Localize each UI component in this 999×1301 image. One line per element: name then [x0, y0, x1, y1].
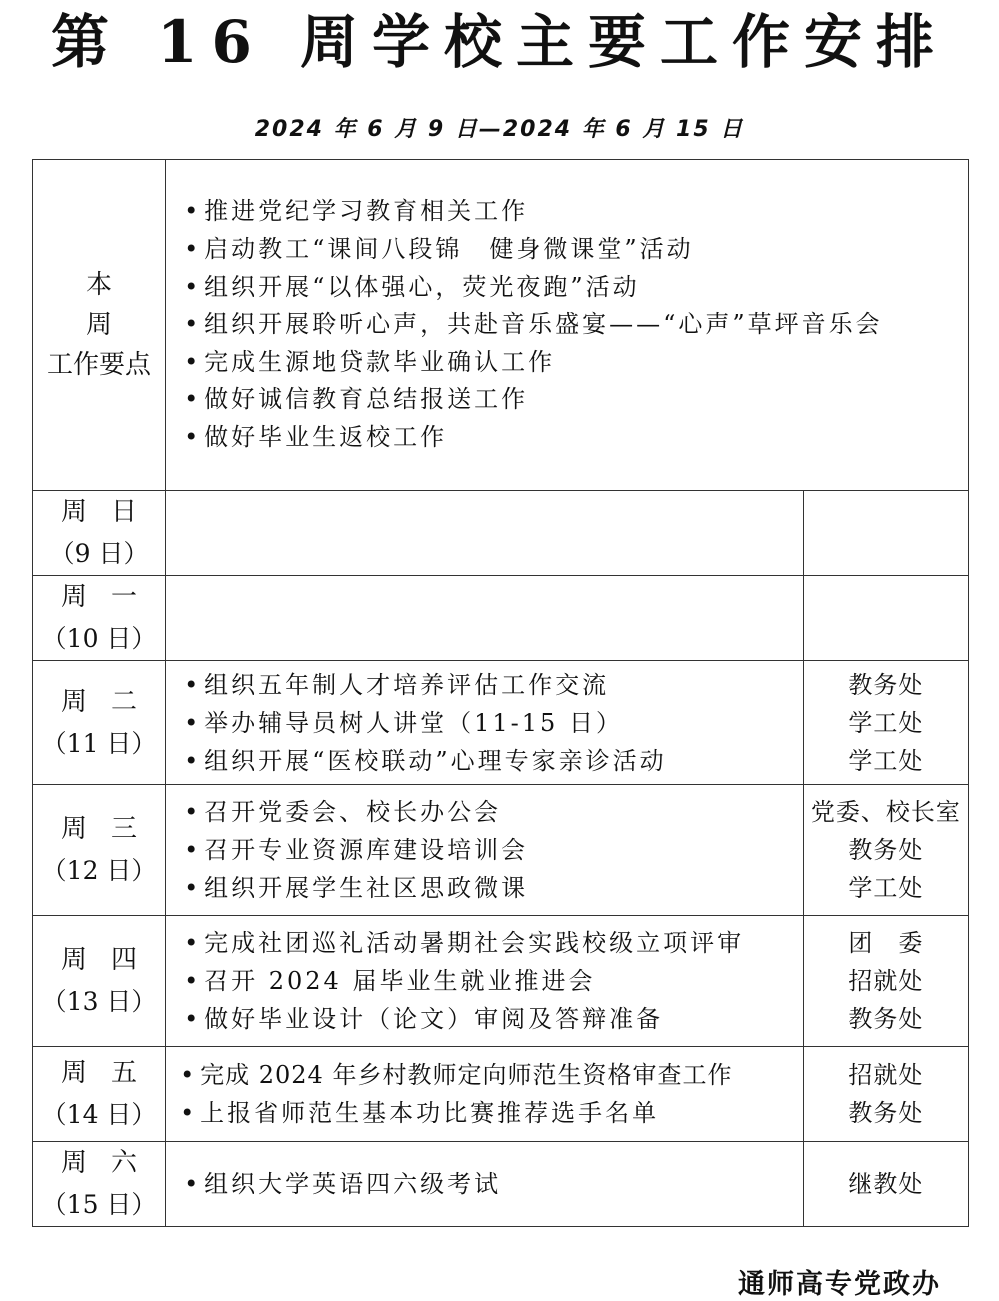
dept-list — [804, 1056, 968, 1132]
task-item: • 完成 2024 年乡村教师定向师范生资格审查工作 — [180, 1056, 803, 1094]
task-item: • 举办辅导员树人讲堂（11-15 日） — [184, 704, 803, 742]
dept-cell — [803, 661, 968, 785]
day-date: （10 日） — [41, 624, 157, 653]
day-name: 周四 — [61, 945, 162, 975]
task-list — [166, 1056, 803, 1132]
dept-cell — [803, 576, 968, 661]
day-name: 周六 — [61, 1148, 162, 1178]
day-label-cell — [33, 491, 166, 576]
issuer-signature: 通师高专党政办 — [738, 1269, 941, 1300]
dept-cell — [803, 1047, 968, 1142]
summary-label-line2: 工作要点 — [47, 350, 152, 380]
task-cell — [166, 576, 804, 661]
dept-item: 教务处 — [848, 1099, 924, 1127]
day-row-tuesday — [33, 661, 969, 785]
dept-item: 教务处 — [848, 670, 924, 699]
dept-item: 继教处 — [848, 1170, 924, 1198]
dept-cell — [803, 785, 968, 916]
summary-item: • 推进党纪学习教育相关工作 — [184, 193, 968, 231]
summary-item: • 组织开展聆听心声，共赴音乐盛宴——“心声”草坪音乐会 — [184, 306, 968, 344]
task-cell — [166, 661, 804, 785]
summary-item: • 完成生源地贷款毕业确认工作 — [184, 344, 968, 382]
task-item: • 召开党委会、校长办公会 — [184, 793, 803, 831]
summary-list — [166, 193, 968, 456]
task-list — [166, 924, 803, 1038]
task-item: • 组织开展“医校联动”心理专家亲诊活动 — [184, 742, 803, 780]
day-row-thursday — [33, 916, 969, 1047]
day-name: 周三 — [61, 814, 162, 844]
dept-list — [804, 793, 968, 907]
day-row-saturday — [33, 1142, 969, 1227]
page-title: 第 16 周学校主要工作安排 — [50, 8, 949, 76]
summary-content-cell — [166, 160, 969, 491]
summary-item: • 做好毕业生返校工作 — [184, 419, 968, 457]
day-label-cell — [33, 1047, 166, 1142]
task-cell — [166, 491, 804, 576]
day-date: （12 日） — [41, 856, 157, 885]
day-date: （15 日） — [41, 1190, 157, 1219]
date-range: 2024 年 6 月 9 日—2024 年 6 月 15 日 — [254, 117, 745, 142]
task-cell — [166, 785, 804, 916]
task-list — [166, 1165, 803, 1203]
dept-list — [804, 666, 968, 780]
dept-list — [804, 924, 968, 1038]
dept-cell — [803, 916, 968, 1047]
dept-item: 学工处 — [848, 874, 924, 902]
day-label-cell — [33, 576, 166, 661]
summary-item: • 启动教工“课间八段锦 健身微课堂”活动 — [184, 231, 968, 269]
task-item: • 组织五年制人才培养评估工作交流 — [184, 666, 803, 704]
schedule-table — [32, 159, 969, 1227]
dept-item: 教务处 — [848, 1005, 924, 1033]
day-date: （11 日） — [41, 728, 157, 758]
day-label-cell — [33, 785, 166, 916]
dept-cell — [803, 1142, 968, 1227]
task-item: • 做好毕业设计（论文）审阅及答辩准备 — [184, 1000, 803, 1038]
dept-item: 学工处 — [848, 746, 924, 775]
task-cell — [166, 916, 804, 1047]
day-name: 周五 — [61, 1058, 162, 1088]
summary-item: • 组织开展“以体强心，荧光夜跑”活动 — [184, 269, 968, 307]
day-date: （14 日） — [41, 1100, 157, 1129]
task-item: • 上报省师范生基本功比赛推荐选手名单 — [180, 1094, 803, 1132]
dept-item: 招就处 — [848, 967, 924, 995]
task-item: • 召开专业资源库建设培训会 — [184, 831, 803, 869]
task-item: • 召开 2024 届毕业生就业推进会 — [184, 962, 803, 1000]
dept-item: 团 委 — [848, 929, 924, 957]
task-item: • 组织大学英语四六级考试 — [184, 1165, 803, 1203]
dept-item: 招就处 — [848, 1061, 924, 1089]
summary-row — [33, 160, 969, 491]
day-date: （9 日） — [49, 539, 149, 568]
task-list — [166, 793, 803, 907]
day-label-cell — [33, 1142, 166, 1227]
summary-label-line1: 本周 — [86, 270, 163, 340]
dept-cell — [803, 491, 968, 576]
dept-item: 党委、校长室 — [810, 798, 961, 826]
dept-item: 学工处 — [848, 708, 924, 737]
task-item: • 完成社团巡礼活动暑期社会实践校级立项评审 — [184, 924, 803, 962]
day-row-friday — [33, 1047, 969, 1142]
day-row-wednesday — [33, 785, 969, 916]
day-name: 周二 — [61, 686, 162, 717]
dept-list — [804, 1165, 968, 1203]
task-list — [166, 666, 803, 780]
day-name: 周一 — [61, 582, 162, 612]
task-cell — [166, 1047, 804, 1142]
task-cell — [166, 1142, 804, 1227]
summary-label-cell — [33, 160, 166, 491]
day-date: （13 日） — [41, 987, 157, 1016]
dept-item: 教务处 — [848, 836, 924, 864]
day-name: 周日 — [61, 497, 162, 527]
day-label-cell — [33, 661, 166, 785]
task-item: • 组织开展学生社区思政微课 — [184, 869, 803, 907]
day-row-sunday — [33, 491, 969, 576]
summary-item: • 做好诚信教育总结报送工作 — [184, 381, 968, 419]
day-label-cell — [33, 916, 166, 1047]
day-row-monday — [33, 576, 969, 661]
